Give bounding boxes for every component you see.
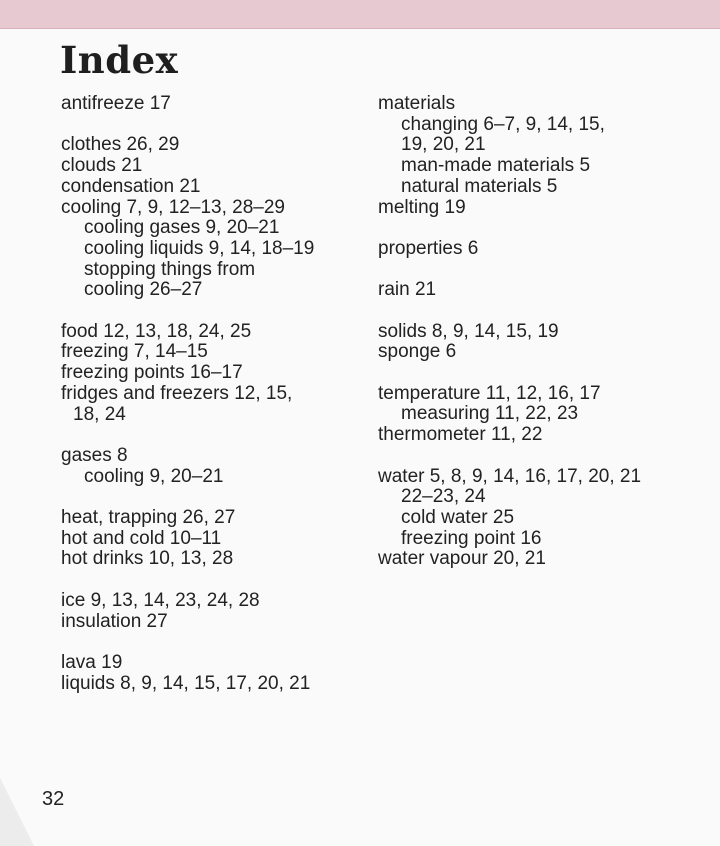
index-subentry: cooling liquids 9, 14, 18–19 (84, 237, 315, 259)
index-entry: melting 19 (378, 196, 466, 218)
index-subentry: cooling 26–27 (84, 279, 203, 301)
page-title: Index (60, 38, 179, 82)
index-group (61, 591, 361, 632)
index-subentry: 19, 20, 21 (401, 134, 486, 156)
index-entry: fridges and freezers 12, 15, (61, 382, 293, 404)
index-subentry: stopping things from (84, 258, 256, 280)
index-subentry: changing 6–7, 9, 14, 15, (401, 113, 605, 135)
index-entry: liquids 8, 9, 14, 15, 17, 20, 21 (61, 672, 311, 694)
index-group (61, 508, 361, 570)
index-entry: materials (378, 93, 456, 114)
index-group (61, 94, 361, 115)
index-entry: antifreeze 17 (61, 93, 171, 114)
index-subentry: cooling gases 9, 20–21 (84, 217, 280, 239)
index-group (378, 384, 678, 446)
top-color-band (0, 0, 720, 29)
index-group (378, 239, 678, 260)
index-subentry: measuring 11, 22, 23 (401, 403, 579, 425)
index-entry: solids 8, 9, 14, 15, 19 (378, 320, 559, 342)
index-entry: freezing points 16–17 (61, 362, 243, 384)
index-entry: thermometer 11, 22 (378, 424, 543, 446)
index-group (61, 653, 361, 694)
index-subentry: freezing point 16 (401, 527, 542, 549)
index-subentry: 22–23, 24 (401, 486, 486, 508)
index-group (378, 280, 678, 301)
index-entry: food 12, 13, 18, 24, 25 (61, 320, 252, 342)
index-entry: clouds 21 (61, 155, 143, 177)
index-entry: lava 19 (61, 651, 123, 673)
index-entry: hot and cold 10–11 (61, 527, 222, 549)
index-group (61, 446, 361, 487)
index-entry: ice 9, 13, 14, 23, 24, 28 (61, 589, 260, 611)
index-entry: heat, trapping 26, 27 (61, 507, 236, 528)
index-group (378, 467, 678, 571)
index-subentry: cold water 25 (401, 506, 515, 528)
index-entry: cooling 7, 9, 12–13, 28–29 (61, 196, 285, 218)
index-entry: clothes 26, 29 (61, 134, 180, 156)
page-number: 32 (42, 788, 65, 810)
index-entry: insulation 27 (61, 610, 168, 632)
index-entry: water vapour 20, 21 (378, 548, 546, 570)
index-group (61, 135, 361, 301)
index-entry: temperature 11, 12, 16, 17 (378, 382, 601, 404)
index-entry: sponge 6 (378, 341, 457, 363)
index-group (378, 94, 678, 218)
index-entry: 18, 24 (73, 403, 126, 425)
index-entry: gases 8 (61, 444, 128, 466)
index-group (378, 322, 678, 363)
index-subentry: man-made materials 5 (401, 155, 591, 177)
index-group (61, 322, 361, 426)
index-entry: hot drinks 10, 13, 28 (61, 548, 234, 570)
index-entry: rain 21 (378, 279, 437, 301)
index-column-left (61, 94, 361, 715)
index-entry: freezing 7, 14–15 (61, 341, 208, 363)
index-subentry: natural materials 5 (401, 175, 558, 197)
index-entry: properties 6 (378, 237, 479, 259)
page-corner-fold (0, 778, 34, 846)
index-entry: water 5, 8, 9, 14, 16, 17, 20, 21 (378, 465, 642, 487)
index-column-right (378, 94, 678, 591)
index-entry: condensation 21 (61, 175, 201, 197)
index-subentry: cooling 9, 20–21 (84, 465, 224, 487)
